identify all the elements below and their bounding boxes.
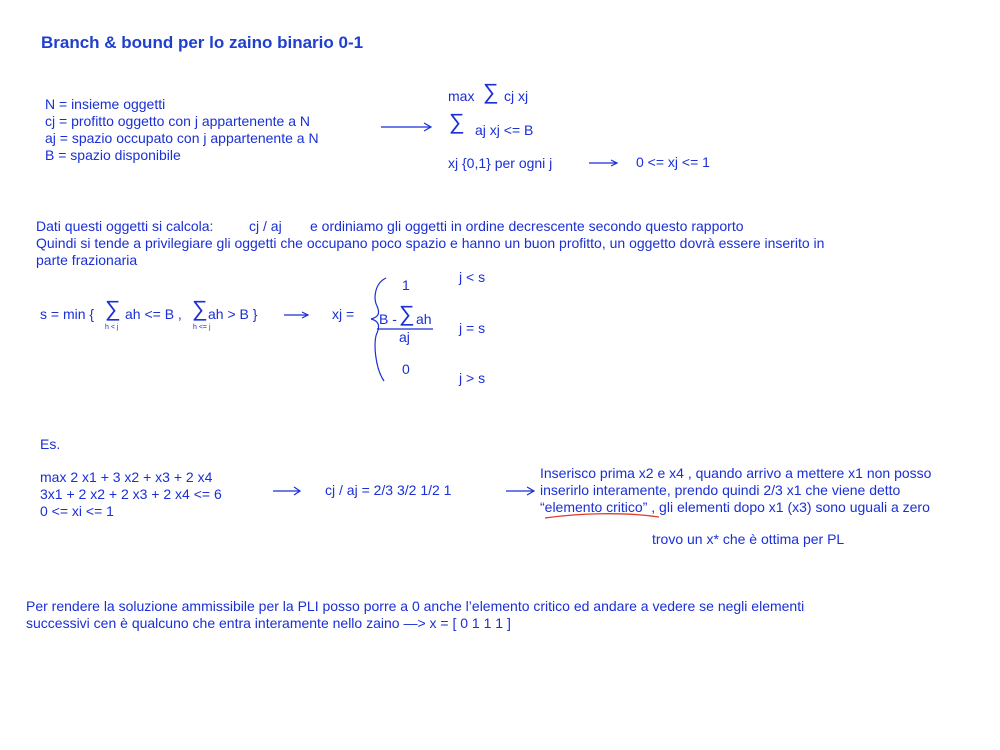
ratio-ordering: e ordiniamo gli oggetti in ordine decrescente secondo questo rapporto [310,218,744,234]
ratio-intro: Dati questi oggetti si calcola: [36,218,214,234]
definition-n: N = insieme oggetti [45,96,166,112]
arrow-domain-relaxation [589,160,617,166]
s-subscript-1: h < j [105,324,119,331]
arrow-example-to-ratios [273,487,300,495]
capacity-constraint: aj xj <= B [475,122,534,138]
critical-element-term: “elemento critico” [540,499,648,515]
arrow-ratios-to-note [506,487,534,495]
example-result: trovo un x* che è ottima per PL [652,531,845,547]
case-2-denominator: aj [399,329,410,345]
constraint-sum-symbol: ∑ [449,109,465,134]
example-constraint: 3x1 + 2 x2 + 2 x3 + 2 x4 <= 6 [40,486,222,502]
case-3-value: 0 [402,361,410,377]
conclusion-line-2: successivi cen è qualcuno che entra interamente nello zaino —> x = [ 0 1 1 1 ] [26,615,511,631]
ratio-explanation-1: Quindi si tende a privilegiare gli oggetti che occupano poco spazio e hanno un buon profitto, un oggetto dovrà essere inserito in [36,235,825,251]
s-sum-symbol-1: ∑ [105,296,121,321]
case-2-numerator-a: B - [379,311,397,327]
case-3-condition: j > s [459,370,486,386]
binary-domain: xj {0,1} per ogni j [448,155,553,171]
example-ratios: cj / aj = 2/3 3/2 1/2 1 [325,482,452,498]
example-label: Es. [40,436,61,452]
example-note-1: Inserisco prima x2 e x4 , quando arrivo a mettere x1 non posso [540,465,932,481]
case-1-value: 1 [402,277,410,293]
objective-sum-symbol: ∑ [483,79,499,104]
s-term-2: ah > B } [208,306,258,322]
case-brace [371,278,386,381]
ratio-explanation-2: parte frazionaria [36,252,138,268]
definition-b: B = spazio disponibile [45,147,181,163]
arrow-definitions-to-model [381,123,431,131]
ratio-expression: cj / aj [249,218,282,234]
s-subscript-2: h <= j [193,324,211,331]
case-1-condition: j < s [459,269,486,285]
arrow-s-to-xj [284,312,308,318]
definition-cj: cj = profitto oggetto con j appartenente a N [45,113,311,129]
example-note-3 [540,499,930,516]
relaxed-domain: 0 <= xj <= 1 [636,154,710,170]
example-bounds: 0 <= xi <= 1 [40,503,114,519]
objective-expression: cj xj [504,88,529,104]
page-title: Branch & bound per lo zaino binario 0-1 [41,33,364,52]
example-note-3-rest: , gli elementi dopo x1 (x3) sono uguali a zero [647,499,930,515]
example-objective: max 2 x1 + 3 x2 + x3 + 2 x4 [40,469,213,485]
case-2-numerator-b: ah [416,311,432,327]
objective-max-label: max [448,88,475,104]
example-note-2: inserirlo interamente, prendo quindi 2/3 x1 che viene detto [540,482,901,498]
s-term-1: ah <= B , [125,306,182,322]
conclusion-line-1: Per rendere la soluzione ammissibile per la PLI posso porre a 0 anche l’elemento critico ed andare a vedere se negli elementi [26,598,805,614]
case-2-condition: j = s [459,320,486,336]
s-sum-symbol-2: ∑ [192,296,208,321]
xj-label: xj = [332,306,355,322]
s-definition-prefix: s = min { [40,306,95,322]
definition-aj: aj = spazio occupato con j appartenente a N [45,130,319,146]
case-2-sum-symbol: ∑ [399,301,415,326]
